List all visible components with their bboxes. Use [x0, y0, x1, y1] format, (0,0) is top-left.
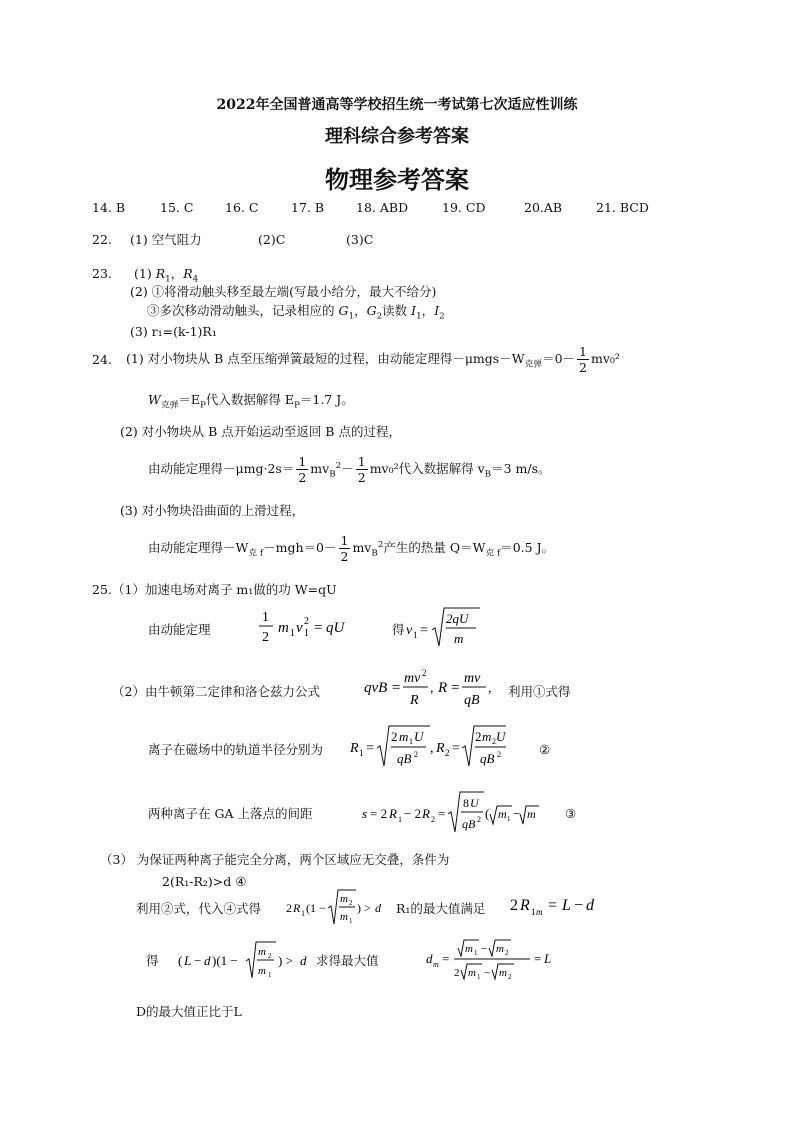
svg-text:2: 2 — [414, 750, 418, 759]
q24-part2-derivation: 由动能定理得－μmg·2s＝ $\frac{1}{2}$ $mv_B^2-$ $\frac{1}{2}$ mv₀²代入数据解得 $v_B=3$ m/s。 — [148, 454, 551, 485]
equation-distance — [360, 788, 540, 836]
svg-text:1: 1 — [507, 815, 511, 823]
equation-r1-max — [508, 890, 608, 920]
svg-text:d: d — [586, 897, 594, 914]
svg-text:m: m — [340, 911, 348, 923]
svg-text:) >: ) > — [357, 901, 371, 915]
q25-max-label: 求得最大值 — [316, 953, 379, 968]
mc-answer-14: 14. B — [92, 200, 126, 215]
q22-part2: (2)C — [258, 232, 286, 247]
svg-text:L: L — [184, 953, 192, 968]
q25-yield-label: 得 — [146, 953, 159, 968]
svg-text:,: , — [430, 741, 434, 756]
svg-text:m: m — [465, 943, 473, 955]
svg-text:1: 1 — [409, 737, 413, 746]
svg-text:1: 1 — [474, 949, 478, 957]
svg-text:2: 2 — [477, 815, 481, 824]
equation-v1 — [404, 604, 484, 650]
svg-text:R: R — [350, 741, 359, 756]
q25-distance-label: 两种离子在 GA 上落点的间距 — [148, 806, 313, 821]
answer-subtitle: 理科综合参考答案 — [325, 126, 469, 147]
svg-text:R: R — [389, 806, 397, 821]
svg-text:=: = — [314, 620, 323, 636]
svg-text:1: 1 — [477, 973, 481, 981]
svg-text:,: , — [488, 681, 492, 696]
svg-text:2: 2 — [268, 952, 272, 960]
svg-text:2qU: 2qU — [446, 611, 469, 626]
equation-final-inequality — [176, 938, 310, 984]
svg-text:−: − — [484, 967, 491, 979]
q22-part3: (3)C — [346, 232, 374, 247]
svg-text:qB: qB — [397, 751, 412, 766]
svg-text:qU: qU — [326, 620, 345, 636]
equation-lorentz — [362, 666, 502, 712]
svg-text:2: 2 — [304, 616, 309, 627]
svg-text:1: 1 — [413, 630, 418, 640]
q24-part1: (1) 对小物块从 B 点至压缩弹簧最短的过程，由动能定理得$-\mu mgs-W_{克弹}=0-$ $\frac{1}{2}$ mv₀² — [126, 344, 620, 375]
svg-text:2: 2 — [422, 668, 427, 678]
svg-text:2: 2 — [505, 949, 509, 957]
svg-text:v: v — [296, 620, 303, 636]
svg-text:m: m — [258, 965, 266, 977]
fraction-half: $\frac{1}{2}$ — [298, 454, 307, 485]
equation-dmax — [424, 934, 554, 984]
fraction-half: $\frac{1}{2}$ — [340, 533, 349, 564]
svg-text:1: 1 — [531, 907, 536, 917]
q22-part1: (1) 空气阻力 — [130, 232, 202, 247]
svg-text:=: = — [438, 806, 446, 821]
svg-text:v: v — [406, 623, 413, 638]
svg-text:,: , — [430, 681, 434, 696]
q23-part3: (3) r₁=(k-1)R₁ — [130, 324, 217, 339]
svg-text:2: 2 — [454, 967, 460, 979]
svg-text:L: L — [562, 897, 571, 914]
fraction-half: $\frac{1}{2}$ — [579, 344, 587, 375]
svg-text:)(1 −: )(1 − — [212, 953, 238, 968]
svg-text:2: 2 — [349, 899, 353, 907]
svg-text:s: s — [362, 806, 368, 821]
q25-result-label: 得 — [392, 622, 405, 637]
svg-text:R: R — [293, 901, 301, 915]
svg-text:m: m — [536, 907, 543, 917]
svg-text:m: m — [278, 620, 289, 636]
svg-text:qB: qB — [464, 693, 480, 708]
svg-text:m: m — [482, 729, 492, 744]
svg-text:(1 −: (1 − — [306, 901, 326, 915]
svg-text:2: 2 — [286, 901, 292, 915]
svg-text:1: 1 — [304, 628, 309, 639]
svg-text:R: R — [422, 806, 430, 821]
svg-text:d: d — [375, 901, 381, 915]
svg-text:) >: ) > — [278, 953, 293, 968]
svg-text:2: 2 — [492, 737, 496, 746]
svg-text:R: R — [436, 741, 445, 756]
svg-text:m: m — [499, 967, 507, 979]
svg-text:2: 2 — [475, 729, 482, 744]
q25-substitute-label: 利用②式，代入④式得 — [136, 901, 262, 916]
q23-part2: (2) ①将滑动触头移至最左端(写最小给分，最大不给分) — [130, 284, 437, 299]
physics-title: 物理参考答案 — [325, 165, 469, 194]
svg-text:=: = — [420, 623, 428, 638]
svg-text:1: 1 — [398, 815, 402, 824]
svg-text:−: − — [574, 897, 584, 914]
q23-part2-step3: ③多次移动滑动触头，记录相应的 $G_1$，$G_2$读数 $I_1$，$I_2$ — [147, 303, 445, 322]
svg-text:m: m — [258, 946, 266, 958]
svg-text:L: L — [544, 951, 552, 966]
svg-text:R: R — [438, 680, 448, 696]
svg-text:m: m — [498, 807, 507, 821]
svg-text:1: 1 — [268, 971, 272, 979]
svg-text:2: 2 — [431, 815, 435, 824]
svg-text:d: d — [204, 953, 211, 968]
svg-text:1: 1 — [262, 610, 269, 625]
q24-part2: (2) 对小物块从 B 点开始运动至返回 B 点的过程， — [120, 424, 401, 439]
svg-text:m: m — [496, 943, 504, 955]
svg-text:U: U — [470, 796, 479, 810]
svg-text:1: 1 — [290, 628, 295, 639]
svg-text:2: 2 — [262, 630, 269, 645]
svg-text:8: 8 — [463, 796, 469, 810]
svg-text:=: = — [366, 741, 374, 756]
svg-text:=: = — [442, 951, 450, 966]
svg-text:d: d — [300, 953, 307, 968]
svg-text:(: ( — [178, 953, 183, 968]
q25-r1-max-label: R₁的最大值满足 — [396, 901, 486, 916]
q23-number: 23. — [92, 266, 112, 281]
q24-part1-result: $W_{克弹}=E_P$代入数据解得 $E_P=1.7$ J。 — [148, 392, 354, 411]
svg-text:−: − — [194, 953, 202, 968]
svg-text:1: 1 — [301, 909, 305, 918]
svg-text:−: − — [513, 806, 521, 821]
svg-text:mv: mv — [464, 671, 481, 686]
equation-inequality — [284, 886, 384, 928]
mc-answer-20: 20.AB — [524, 200, 563, 215]
svg-text:R: R — [520, 897, 530, 914]
q23-part1: (1) $R_1$，$R_4$ — [134, 266, 199, 285]
svg-text:mv: mv — [404, 671, 421, 686]
exam-title: 2022年全国普通高等学校招生统一考试第七次适应性训练 — [216, 97, 578, 113]
q25-part3: （3） 为保证两种离子能完全分离，两个区域应无交叠，条件为 — [100, 852, 450, 867]
svg-text:m: m — [399, 729, 409, 744]
svg-text:m: m — [527, 807, 536, 821]
mc-answer-15: 15. C — [160, 200, 194, 215]
equation-radii — [348, 722, 508, 770]
q24-part3-derivation: 由动能定理得$-W_{克 f}-mgh=0-$ $\frac{1}{2}$ $mv_B^2$产生的热量 $Q=W_{克 f}=0.5$ J。 — [148, 533, 555, 564]
q25-part2: （2）由牛顿第二定律和洛仑兹力公式 — [112, 684, 320, 699]
svg-text:U: U — [414, 729, 424, 744]
svg-text:(: ( — [485, 806, 490, 821]
equation-kinetic-energy — [258, 606, 358, 648]
mc-answer-17: 17. B — [291, 200, 325, 215]
svg-text:m: m — [454, 631, 464, 646]
svg-text:= 2: = 2 — [370, 806, 388, 821]
svg-text:2: 2 — [497, 750, 501, 759]
q25-condition: 2(R₁-R₂)>d ④ — [162, 874, 247, 889]
svg-text:=: = — [534, 951, 542, 966]
mc-answer-16: 16. C — [225, 200, 259, 215]
svg-text:m: m — [468, 967, 476, 979]
svg-text:2: 2 — [445, 748, 450, 758]
mc-answer-21: 21. BCD — [596, 200, 649, 215]
svg-text:d: d — [426, 951, 433, 966]
q25-conclusion: D的最大值正比于L — [136, 1004, 242, 1019]
svg-text:− 2: − 2 — [404, 806, 422, 821]
q25-radius-label: 离子在磁场中的轨道半径分别为 — [148, 742, 324, 757]
svg-text:=: = — [451, 680, 460, 696]
svg-text:=: = — [392, 680, 401, 696]
q25-part2-using: 利用①式得 — [508, 684, 571, 699]
svg-text:qvB: qvB — [364, 680, 388, 696]
svg-text:=: = — [548, 897, 558, 914]
q22-number: 22. — [92, 232, 112, 247]
svg-text:1: 1 — [359, 748, 364, 758]
svg-text:1: 1 — [349, 917, 353, 925]
q25-part1: （1）加速电场对离子 m₁做的功 W=qU — [112, 582, 337, 597]
q24-part3: (3) 对小物块沿曲面的上滑过程， — [120, 503, 305, 518]
svg-text:2: 2 — [510, 897, 518, 914]
svg-text:=: = — [452, 741, 460, 756]
q25-kinetic-label: 由动能定理 — [148, 622, 211, 637]
mc-answer-18: 18. ABD — [356, 200, 409, 215]
fraction-half: $\frac{1}{2}$ — [357, 454, 366, 485]
equation-number-3: ③ — [565, 806, 577, 821]
svg-text:U: U — [496, 729, 506, 744]
svg-text:2: 2 — [391, 729, 398, 744]
q25-number: 25. — [92, 582, 112, 597]
svg-text:m: m — [433, 960, 439, 969]
svg-text:2: 2 — [508, 973, 512, 981]
svg-text:−: − — [481, 943, 488, 955]
svg-text:qB: qB — [462, 817, 476, 831]
svg-text:m: m — [340, 893, 348, 905]
q24-number: 24. — [92, 352, 112, 367]
equation-number-2: ② — [539, 742, 551, 757]
svg-text:R: R — [410, 693, 419, 708]
svg-text:qB: qB — [480, 751, 495, 766]
mc-answer-19: 19. CD — [442, 200, 486, 215]
